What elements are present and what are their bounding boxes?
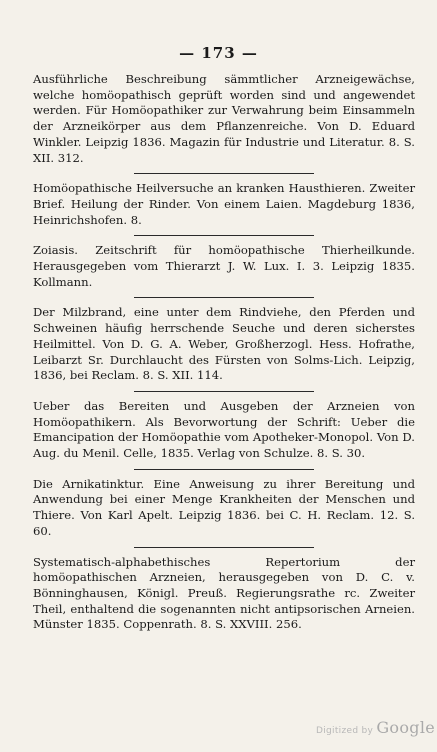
google-logo: Google [376, 718, 436, 737]
bibliography-entry [33, 181, 415, 228]
separator-rule [134, 297, 314, 298]
entry-text: Der Milzbrand, eine unter dem Rindviehe, den Pferden und Schweinen häufig herrschende Seuche und deren sicherstes Heilmittel. Von D. G. A. Weber, Großherzogl. Hess. Hofrathe, Leibarzt Sr. Durchlaucht des Fürsten von Solms-Lich. Leipzig, 1836, bei Reclam. 8. S. XII. 114. [33, 305, 415, 383]
watermark-prefix: Digitized by [316, 726, 374, 736]
entry-text: Homöopathische Heilversuche an kranken Hausthieren. Zweiter Brief. Heilung der Rinder. Von einem Laien. Magdeburg 1836, Heinrichshofen. 8. [33, 181, 415, 227]
entry-text: Ueber das Bereiten und Ausgeben der Arzneien von Homöopathikern. Als Bevorwortung der Schrift: Ueber die Emancipation der Homöopathie vom Apotheker-Monopol. Von D. Aug. du Menil. Celle, 1835. Verlag von Schulze. 8. S. 30. [33, 398, 415, 461]
page-number: — 173 — [179, 44, 258, 62]
separator-rule [134, 235, 314, 236]
bibliography-entry [33, 72, 415, 166]
bibliography-entry [33, 399, 415, 462]
bibliography-entry [33, 555, 415, 634]
bibliography-entry [33, 477, 415, 540]
separator-rule [134, 391, 314, 392]
entry-text: Ausführliche Beschreibung sämmtlicher Arzneigewächse, welche homöopathisch geprüft worden sind und angewendet werden. Für Homöopathiker zur Verwahrung beim Einsammeln der Arzneikörper aus dem Pflanzenreiche. Von D. Eduard Winkler. Leipzig 1836. Magazin für Industrie und Literatur. 8. S. XII. 312. [33, 72, 415, 165]
separator-rule [134, 547, 314, 548]
digitized-watermark [316, 718, 435, 737]
entry-text: Zoiasis. Zeitschrift für homöopathische Thierheilkunde. Herausgegeben vom Thierarzt J. W. Lux. I. 3. Leipzig 1835. Kollmann. [33, 243, 415, 289]
bibliography-list [33, 72, 415, 633]
separator-rule [134, 173, 314, 174]
bibliography-entry [33, 305, 415, 384]
bibliography-entry [33, 243, 415, 290]
entry-text: Systematisch-alphabethisches Repertorium der homöopathischen Arzneien, herausgegeben von D. C. v. Bönninghausen, Königl. Preuß. Regierungsrathe rc. Zweiter Theil, enthaltend die sogenannten nicht antipsorischen Arneien. Münster 1835. Coppenrath. 8. S. XXVIII. 256. [33, 554, 415, 632]
entry-text: Die Arnikatinktur. Eine Anweisung zu ihrer Bereitung und Anwendung bei einer Menge Krankheiten der Menschen und Thiere. Von Karl Apelt. Leipzig 1836. bei C. H. Reclam. 12. S. 60. [33, 476, 415, 538]
separator-rule [134, 469, 314, 470]
